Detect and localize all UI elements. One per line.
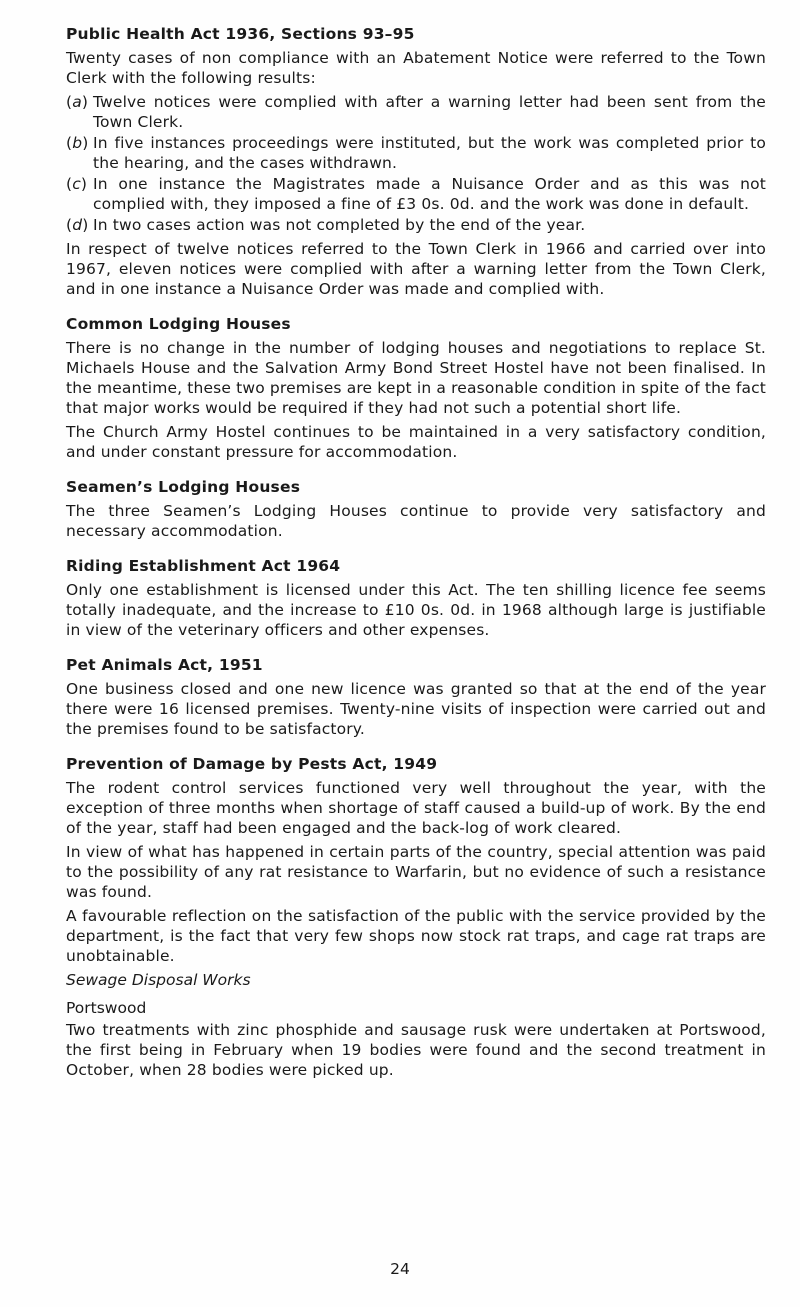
section-seamens-lodging-houses [66, 477, 766, 541]
list-item: (a) Twelve notices were complied with after a warning letter had been sent from the Town Clerk. [66, 93, 766, 131]
section-pet-animals-act [66, 655, 766, 739]
list-item: (d) In two cases action was not completed by the end of the year. [66, 216, 586, 234]
section-heading: Seamen’s Lodging Houses [66, 478, 301, 496]
list-marker: d [72, 216, 83, 234]
paragraph: In respect of twelve notices referred to the Town Clerk in 1966 and carried over into 1967, eleven notices were complied with after a warning letter from the Town Clerk, and in one instance a Nuisance Order was made and complied with. [66, 240, 766, 298]
paragraph: Twenty cases of non compliance with an Abatement Notice were referred to the Town Clerk with the following results: [66, 49, 766, 87]
section-public-health-act [66, 24, 766, 299]
section-riding-establishment-act [66, 556, 766, 640]
section-prevention-of-damage-by-pests [66, 754, 766, 1080]
list-marker: a [72, 93, 82, 111]
subsection-location: Portswood [66, 999, 147, 1017]
section-common-lodging-houses [66, 314, 766, 462]
paragraph: In view of what has happened in certain parts of the country, special attention was paid to the possibility of any rat resistance to Warfarin, but no evidence of such a resistance was found. [66, 843, 766, 901]
list-item: (b) In five instances proceedings were instituted, but the work was completed prior to the hearing, and the cases withdrawn. [66, 134, 766, 172]
list-marker: c [72, 175, 81, 193]
list-item: (c) In one instance the Magistrates made a Nuisance Order and as this was not complied with, they imposed a fine of £3 0s. 0d. and the work was done in default. [66, 175, 766, 213]
paragraph: Two treatments with zinc phosphide and sausage rusk were undertaken at Portswood, the first being in February when 19 bodies were found and the second treatment in October, when 28 bodies were picked up. [66, 1021, 766, 1079]
section-heading: Public Health Act 1936, Sections 93–95 [66, 25, 415, 43]
paragraph: A favourable reflection on the satisfaction of the public with the service provided by the department, is the fact that very few shops now stock rat traps, and cage rat traps are unobtainable. [66, 907, 766, 965]
list-item-text: In one instance the Magistrates made a Nuisance Order and as this was not complied with, they imposed a fine of £3 0s. 0d. and the work was done in default. [93, 175, 766, 213]
paragraph: The Church Army Hostel continues to be maintained in a very satisfactory condition, and under constant pressure for accommodation. [66, 423, 766, 461]
section-heading: Prevention of Damage by Pests Act, 1949 [66, 755, 438, 773]
section-heading: Pet Animals Act, 1951 [66, 656, 263, 674]
paragraph: There is no change in the number of lodging houses and negotiations to replace St. Michaels House and the Salvation Army Bond Street Hostel have not been finalised. In the meantime, these two premises are kept in a reasonable condition in spite of the fact that major works would be required if they had not such a potential short life. [66, 339, 766, 417]
paragraph: The rodent control services functioned very well throughout the year, with the exception of three months when shortage of staff caused a build-up of work. By the end of the year, staff had been engaged and the back-log of work cleared. [66, 779, 766, 837]
paragraph: One business closed and one new licence was granted so that at the end of the year there were 16 licensed premises. Twenty-nine visits of inspection were carried out and the premises found to be satisfactory. [66, 680, 766, 738]
subsection-heading: Sewage Disposal Works [66, 971, 251, 989]
page-number: 24 [390, 1260, 410, 1278]
paragraph: Only one establishment is licensed under this Act. The ten shilling licence fee seems totally inadequate, and the increase to £10 0s. 0d. in 1968 although large is justifiable in view of the veterinary officers and other expenses. [66, 581, 766, 639]
list-item-text: In five instances proceedings were instituted, but the work was completed prior to the hearing, and the cases withdrawn. [93, 134, 766, 172]
paragraph: The three Seamen’s Lodging Houses continue to provide very satisfactory and necessary accommodation. [66, 502, 766, 540]
results-list [66, 92, 766, 235]
list-item-text: In two cases action was not completed by the end of the year. [93, 216, 586, 234]
list-marker: b [72, 134, 83, 152]
section-heading: Riding Establishment Act 1964 [66, 557, 341, 575]
list-item-text: Twelve notices were complied with after a warning letter had been sent from the Town Clerk. [93, 93, 766, 131]
section-heading: Common Lodging Houses [66, 315, 291, 333]
